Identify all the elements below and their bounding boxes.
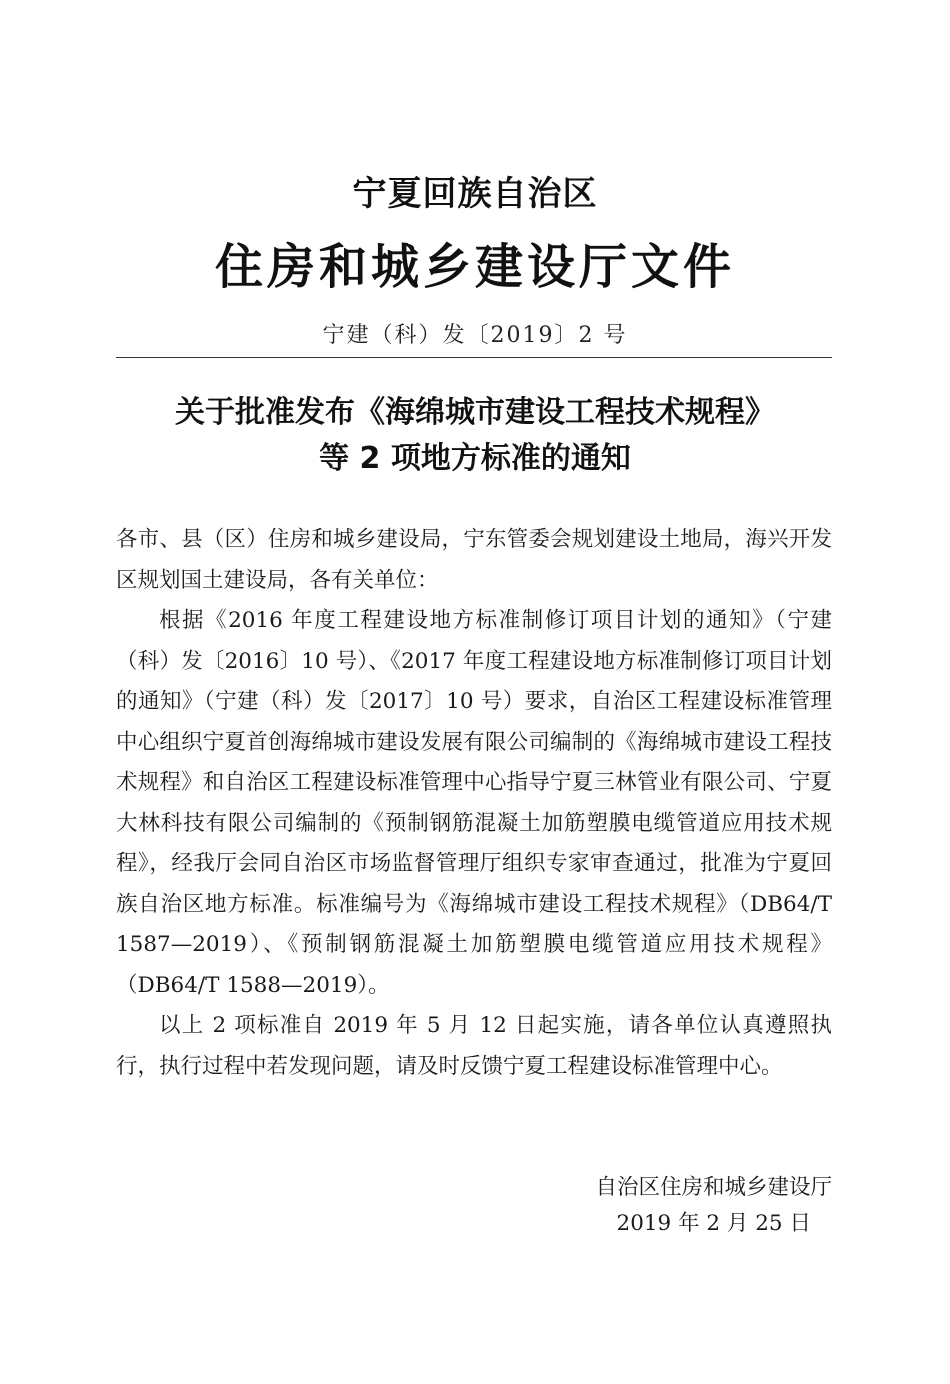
- signing-date: 2019 年 2 月 25 日: [616, 1211, 811, 1236]
- addressees: 各市、县（区）住房和城乡建设局，宁东管委会规划建设土地局，海兴开发区规划国土建设局，各有关单位：: [116, 527, 832, 593]
- header-divider: [116, 357, 832, 358]
- notice-body: [116, 520, 832, 1087]
- notice-title-line2: 等 2 项地方标准的通知: [319, 441, 631, 476]
- signature-block: [595, 1170, 832, 1242]
- issuer-name: 宁夏回族自治区: [352, 174, 598, 214]
- notice-title: [0, 390, 950, 482]
- document-number: 宁建（科）发〔2019〕2 号: [322, 323, 628, 348]
- document-header-title: 住房和城乡建设厅文件: [214, 239, 735, 295]
- signing-organization: 自治区住房和城乡建设厅: [595, 1175, 832, 1200]
- body-paragraph: 根据《2016 年度工程建设地方标准制修订项目计划的通知》（宁建（科）发〔2016〕10 号）、《2017 年度工程建设地方标准制修订项目计划的通知》（宁建（科）发〔2017〕10 号）要求，自治区工程建设标准管理中心组织宁夏首创海绵城市建设发展有限公司编制的《海绵城市建设工程技术规程》和自治区工程建设标准管理中心指导宁夏三林管业有限公司、宁夏大林科技有限公司编制的《预制钢筋混凝土加筋塑膜电缆管道应用技术规程》，经我厅会同自治区市场监督管理厅组织专家审查通过，批准为宁夏回族自治区地方标准。标准编号为《海绵城市建设工程技术规程》（DB64/T 1587—2019）、《预制钢筋混凝土加筋塑膜电缆管道应用技术规程》（DB64/T 1588—2019）。: [116, 608, 832, 998]
- notice-title-line1: 关于批准发布《海绵城市建设工程技术规程》: [175, 395, 775, 430]
- body-paragraph: 以上 2 项标准自 2019 年 5 月 12 日起实施，请各单位认真遵照执行，执行过程中若发现问题，请及时反馈宁夏工程建设标准管理中心。: [116, 1013, 832, 1079]
